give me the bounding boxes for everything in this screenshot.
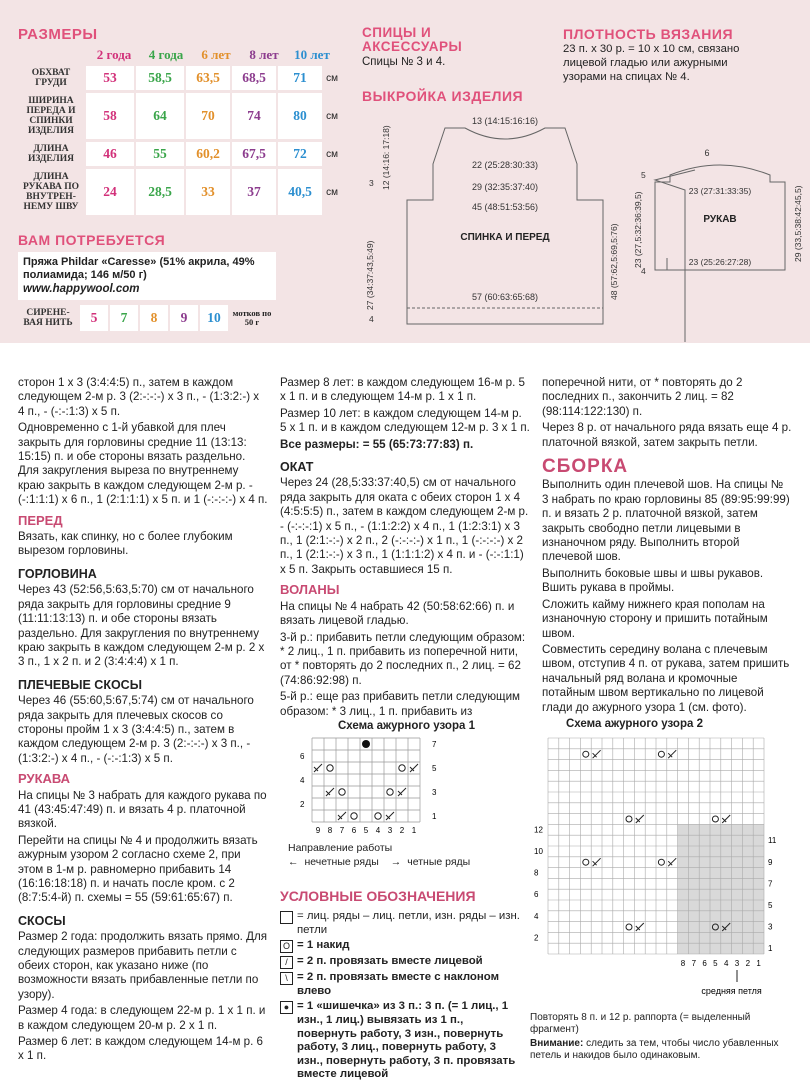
col-number: 5 [363, 826, 369, 834]
legend-text: = 1 накид [297, 939, 350, 952]
paragraph: Сложить кайму нижнего края пополам на изнаночную сторону и пришить потайным швом. [542, 597, 768, 640]
m-top: 13 (14:15:16:16) [471, 116, 539, 126]
attention-label: Внимание: [530, 1038, 584, 1049]
yarn-over-icon [327, 765, 333, 771]
scheme2-grid [530, 734, 790, 1004]
count-6y: 8 [140, 305, 168, 331]
row-number: 8 [534, 868, 539, 878]
size-value: 40,5 [278, 169, 322, 215]
paragraph: Через 8 р. от начального ряда вязать еще 4 р. платочной вязкой, затем закрыть петли. [542, 421, 792, 449]
count-unit: мотков по 50 г [232, 308, 272, 327]
col-number: 7 [691, 959, 697, 968]
col-number: 6 [702, 959, 707, 968]
k2tog-icon [338, 812, 346, 820]
row-number: 9 [768, 857, 773, 867]
yarn-over-icon [583, 859, 589, 865]
k2tog-icon [668, 750, 676, 758]
row-number: 1 [432, 812, 437, 821]
paragraph: Размер 6 лет: в каждом следующем 14-м р. 6 x 1 п. [18, 1035, 263, 1063]
yarn-over-icon [658, 751, 664, 757]
middle-stitch-label: средняя петля [701, 986, 762, 996]
section-heading: ОКАТ [280, 460, 314, 475]
col-number: 1 [756, 959, 761, 968]
row-number: 7 [432, 740, 437, 749]
size-header: 4 года [148, 47, 184, 62]
needles-text: Спицы № 3 и 4. [362, 56, 446, 68]
paragraph: Через 24 (28,5:33:37:40,5) см от начального ряда закрыть для оката с обеих сторон 1 x 4 (4:5:5:5) п., затем в каждом следующем 2-м р. - (-:-:-:1) x 5 п., - (1:1:2:2) x 4 п., 1 (1:2:3:1) x 3 п., 1 (2:1:-:-) x 2 п., 2 (-:-:-:-) x 1 п., 1 (-:-:-:-) x 2 п., 1 (2:1:-:-) x 3 п., 1 (1:1:1:2) x 4 п. и - (-:-:1:1) x 5 п. Закрыть оставшиеся 15 п. [280, 476, 529, 576]
size-unit: см [326, 110, 338, 122]
s-h2: 23 (27,5:32:36:39,5) [633, 191, 643, 268]
m-bottom: 57 (60:63:65:68) [471, 292, 539, 302]
section-heading: СБОРКА [542, 456, 629, 478]
size-row-label: ОБХВАТ ГРУДИ [31, 68, 71, 88]
size-value: 64 [136, 93, 184, 139]
m-right: 48 (57:62,5:69,5:76) [609, 223, 619, 300]
yarn-over-icon [658, 859, 664, 865]
left-arrow-icon: ← [288, 856, 299, 868]
legend-symbol-icon [280, 911, 293, 924]
sleeve-label: РУКАВ [703, 214, 737, 225]
k2tog-icon [314, 764, 322, 772]
sizes-title: РАЗМЕРЫ [18, 26, 98, 43]
yarn-box [18, 252, 276, 300]
size-unit: см [326, 72, 338, 84]
size-value: 60,2 [186, 142, 230, 166]
size-value: 46 [86, 142, 134, 166]
paragraph: Размер 10 лет: в каждом следующем 14-м р. 5 x 1 п. и в каждом следующем 12-м р. 3 x 1 п. [280, 406, 530, 435]
legend-text: = 2 п. провязать вместе лицевой [297, 955, 483, 968]
m-shoulder: 29 (32:35:37:40) [471, 182, 539, 192]
paragraph: Через 46 (55:60,5:67,5:74) см от начального ряда закрыть для плечевых скосов со стороны пройм 1 x 3 (3:4:4:5) п., затем в каждом следующем 2-м р. 3 (2:-:-:-) x 3 п., - (1:3:2:-) x 4 п., - (-:-:1:3) x 5 п. [18, 694, 254, 765]
k2tog-icon [386, 812, 394, 820]
col-number: 2 [399, 826, 405, 834]
row-number: 5 [432, 764, 437, 773]
body-label: СПИНКА И ПЕРЕД [460, 232, 550, 243]
col-number: 8 [327, 826, 333, 834]
m-left-d: 4 [369, 314, 374, 324]
legend-item [280, 1000, 520, 1082]
paragraph: Одновременно с 1-й убавкой для плеч закрыть для горловины средние 11 (13:13: 15:15) п. и обе стороны вязать раздельно. Для закругления выреза по внутреннему краю закрыть в каждом следующем 2-м р. - (-:1:1:1) x 6 п., 1 (2:1:1:1) x 5 п. и 1 (-:-:-:-) x 4 п. [18, 421, 268, 507]
count-8y: 9 [170, 305, 198, 331]
paragraph: Размер 2 года: продолжить вязать прямо. Для следующих размеров прибавить петли с обеих сторон, как указано ниже (по возможности вязать прибавленные петли по узору). [18, 930, 268, 1001]
k2tog-icon [410, 764, 418, 772]
yarn-site: www.happywool.com [23, 283, 140, 295]
attention-text: следить за тем, чтобы число убавленных петель и накидов было одинаковым. [530, 1038, 779, 1061]
paragraph: Вязать, как спинку, но с более глубоким вырезом горловины. [18, 530, 233, 558]
row-number: 3 [768, 922, 773, 932]
paragraph: Размер 8 лет: в каждом следующем 16-м р. 5 x 1 п. и в следующем 14-м р. 1 x 1 п. [280, 376, 525, 404]
direction-title: Направление работы [288, 842, 393, 854]
scheme1-title: Схема ажурного узора 1 [338, 720, 475, 732]
row-number: 4 [300, 776, 305, 785]
size-value: 80 [278, 93, 322, 139]
yarn-over-icon [399, 765, 405, 771]
section-heading: ВОЛАНЫ [280, 582, 340, 598]
size-header: 6 лет [201, 47, 231, 62]
even-rows-label: четные ряды [407, 856, 471, 868]
size-value: 74 [232, 93, 276, 139]
yarn-over-icon [583, 751, 589, 757]
size-value: 72 [278, 142, 322, 166]
paragraph: Все размеры: = 55 (65:73:77:83) п. [280, 437, 474, 451]
section-heading: ПЕРЕД [18, 512, 63, 528]
yarn-over-icon [712, 816, 718, 822]
m-neck: 22 (25:28:30:33) [471, 160, 539, 170]
size-value: 37 [232, 169, 276, 215]
legend-title: УСЛОВНЫЕ ОБОЗНАЧЕНИЯ [280, 888, 476, 904]
k2tog-icon [398, 788, 406, 796]
col-number: 4 [375, 826, 381, 834]
size-row [18, 66, 342, 90]
size-header: 8 лет [249, 47, 279, 62]
right-arrow-icon: → [390, 856, 402, 868]
yarn-over-icon [339, 789, 345, 795]
sizes-table [18, 44, 360, 66]
row-number: 1 [768, 944, 773, 954]
bobble-icon [362, 740, 370, 748]
paragraph: Размер 4 года: в следующем 22-м р. 1 x 1 п. и в каждом следующем 20-м р. 2 x 1 п. [18, 1004, 266, 1032]
size-value: 28,5 [136, 169, 184, 215]
paragraph: Выполнить один плечевой шов. На спицы № 3 набрать по краю горловины 85 (89:95:99:99) п. и вязать 2 р. платочной вязкой, затем закрыть свободно петли лицевыми в изнаночном ряду. Выполнить второй плечевой шов. [542, 478, 790, 564]
yarn-over-icon [626, 924, 632, 930]
paragraph: Совместить середину волана с плечевым швом, отступив 4 п. от рукава, затем пришить начальный ряд волана и кромочные потайным швом вертикально по лицевой глади до ажурного узора 1 (см. фото). [542, 642, 790, 714]
section-heading: СКОСЫ [18, 913, 66, 928]
size-value: 67,5 [232, 142, 276, 166]
row-number: 11 [768, 836, 777, 846]
scheme2-title: Схема ажурного узора 2 [566, 718, 703, 730]
col-number: 8 [680, 959, 686, 968]
section-heading: РУКАВА [18, 771, 71, 787]
yarn-over-icon [375, 813, 381, 819]
k2tog-icon [636, 923, 644, 931]
size-value: 58,5 [136, 66, 184, 90]
row-number: 7 [768, 879, 773, 889]
s-top: 6 [704, 148, 710, 158]
k2tog-icon [593, 858, 601, 866]
row-number: 6 [300, 752, 305, 761]
size-row [18, 93, 342, 139]
size-header: 2 года [96, 47, 132, 62]
size-value: 68,5 [232, 66, 276, 90]
section-heading: ГОРЛОВИНА [18, 566, 97, 581]
paragraph: Через 43 (52:56,5:63,5:70) см от начального ряда закрыть для горловины средние 9 (11:11:13:13) п. и обе стороны вязать раздельно. Для закругления по внутреннему краю закрыть в каждом следующем 2-м р. 2 x 3 п., 1 x 2 п. и 2 (3:4:4:4) x 1 п. [18, 583, 265, 669]
col-number: 4 [723, 959, 729, 968]
row-number: 2 [534, 933, 539, 943]
color-label: СИРЕНЕ-ВАЯ НИТЬ [23, 308, 73, 328]
s-w1: 23 (27:31:33:35) [688, 186, 752, 196]
density-title: ПЛОТНОСТЬ ВЯЗАНИЯ [563, 26, 734, 42]
count-4y: 7 [110, 305, 138, 331]
odd-rows-label: нечетные ряды [304, 856, 379, 868]
size-unit: см [326, 148, 338, 160]
col-number: 2 [745, 959, 751, 968]
col-number: 1 [411, 826, 417, 834]
section-heading: ПЛЕЧЕВЫЕ СКОСЫ [18, 677, 142, 692]
yarn-counts [18, 303, 276, 333]
k2tog-icon [636, 815, 644, 823]
scheme2-attention [530, 1038, 790, 1062]
row-number: 12 [534, 825, 543, 835]
m-armhole: 45 (48:51:53:56) [471, 202, 539, 212]
col-number: 5 [713, 959, 718, 968]
col-number: 6 [351, 826, 357, 834]
row-number: 3 [432, 788, 437, 797]
legend-list [280, 908, 520, 1082]
m-left-a: 3 [369, 178, 374, 188]
legend-symbol-icon: \ [280, 972, 293, 985]
size-row [18, 142, 342, 166]
count-2y: 5 [80, 305, 108, 331]
sizes-rows [18, 66, 342, 218]
size-row-label: ДЛИНА РУКАВА ПО ВНУТРЕН-НЕМУ ШВУ [22, 172, 80, 212]
pattern-drawing [355, 110, 810, 342]
row-number: 5 [768, 901, 773, 910]
scheme1-grid [292, 734, 462, 834]
density-text: 23 п. x 30 р. = 10 x 10 см, связано лицевой гладью или ажурными узорами на спицах № 4. [563, 43, 740, 83]
text-column-3 [542, 376, 792, 715]
yarn-over-icon [626, 816, 632, 822]
legend-symbol-icon: O [280, 940, 293, 953]
s-h1: 5 [641, 170, 646, 180]
size-value: 71 [278, 66, 322, 90]
paragraph: На спицы № 3 набрать для каждого рукава по 41 (43:45:47:49) п. и вязать 4 р. платочной вязкой. [18, 788, 267, 831]
legend-item [280, 910, 520, 937]
count-10y: 10 [200, 305, 228, 331]
legend-text: = 2 п. провязать вместе с наклоном влево [297, 971, 499, 997]
m-left-c: 27 (34:37:43,5:49) [365, 240, 375, 310]
yarn-over-icon [351, 813, 357, 819]
size-row-label: ШИРИНА ПЕРЕДА И СПИНКИ ИЗДЕЛИЯ [26, 96, 76, 136]
paragraph: 3-й р.: прибавить петли следующим образом: * 2 лиц., 1 п. прибавить из поперечной нити, от * повторять до 2 последних п., 2 лиц. = 62 (74:86:92:98) п. [280, 630, 526, 687]
size-value: 53 [86, 66, 134, 90]
k2tog-icon [326, 788, 334, 796]
k2tog-icon [593, 750, 601, 758]
k2tog-icon [722, 815, 730, 823]
needles-title: СПИЦЫ И АКСЕССУАРЫ [362, 25, 463, 54]
pattern-title: ВЫКРОЙКА ИЗДЕЛИЯ [362, 88, 524, 104]
row-number: 6 [534, 890, 539, 900]
row-number: 4 [534, 911, 539, 921]
paragraph: На спицы № 4 набрать 42 (50:58:62:66) п. и вязать лицевой гладью. [280, 599, 515, 628]
legend-item [280, 939, 520, 953]
col-number: 3 [734, 959, 740, 968]
paragraph: Перейти на спицы № 4 и продолжить вязать ажурным узором 2 согласно схеме 2, при этом в 1-м р. равномерно прибавить 14 (16:16:18:18) п. и начать после кром. с 2 (8:7:5:4-й) п. схемы = 55 (59:61:65:67) п. [18, 833, 258, 905]
paragraph: Выполнить боковые швы и швы рукавов. Вшить рукава в проймы. [542, 566, 764, 595]
size-value: 70 [186, 93, 230, 139]
col-number: 3 [387, 826, 393, 834]
text-column-1 [18, 376, 268, 1064]
size-value: 33 [186, 169, 230, 215]
legend-text: = 1 «шишечка» из 3 п.: 3 п. (= 1 лиц., 1 изн., 1 лиц.) вывязать из 1 п., повернуть работу, 3 изн., повернуть работу, 3 лиц., повернуть работу, 3 изн., повернуть работу, 3 п. провязать вместе лицевой [297, 1000, 516, 1081]
legend-symbol-icon: ● [280, 1001, 293, 1014]
m-left-b: 12 (14:16: 17:18) [381, 125, 391, 190]
size-row-label: ДЛИНА ИЗДЕЛИЯ [28, 144, 74, 164]
s-w2: 23 (25:26:27:28) [688, 257, 752, 267]
s-right: 29 (33,5:38:42:45,5) [793, 185, 803, 262]
size-header: 10 лет [294, 47, 330, 62]
direction-row [288, 856, 470, 868]
paragraph: 5-й р.: еще раз прибавить петли следующим образом: * 3 лиц., 1 п. прибавить из [280, 690, 521, 718]
yarn-text: Пряжа Phildar «Caresse» (51% акрила, 49% полиамида; 146 м/50 г) [23, 256, 255, 281]
size-value: 58 [86, 93, 134, 139]
size-value: 63,5 [186, 66, 230, 90]
legend-symbol-icon: / [280, 956, 293, 969]
paragraph: поперечной нити, от * повторять до 2 последних п., закончить 2 лиц. = 82 (98:114:122:130) п. [542, 376, 743, 418]
k2tog-icon [668, 858, 676, 866]
need-title: ВАМ ПОТРЕБУЕТСЯ [18, 232, 166, 248]
legend-item [280, 955, 520, 969]
size-value: 55 [136, 142, 184, 166]
yarn-over-icon [387, 789, 393, 795]
col-number: 9 [315, 826, 321, 834]
size-row [18, 169, 342, 215]
text-column-2 [280, 376, 530, 719]
col-number: 7 [339, 826, 345, 834]
scheme2-note: Повторять 8 п. и 12 р. раппорта (= выделенный фрагмент) [530, 1012, 751, 1035]
size-value: 24 [86, 169, 134, 215]
s-bottom: 4 [641, 266, 646, 276]
legend-text: = лиц. ряды – лиц. петли, изн. ряды – изн. петли [297, 910, 520, 936]
row-number: 2 [300, 800, 305, 809]
row-number: 10 [534, 847, 543, 856]
legend-item [280, 971, 520, 998]
size-unit: см [326, 186, 338, 198]
paragraph: сторон 1 x 3 (3:4:4:5) п., затем в каждом следующем 2-м р. 3 (2:-:-:-) x 3 п., - (1:3:2:-) x 4 п., - (-:-:1:3) x 5 п. [18, 376, 260, 418]
